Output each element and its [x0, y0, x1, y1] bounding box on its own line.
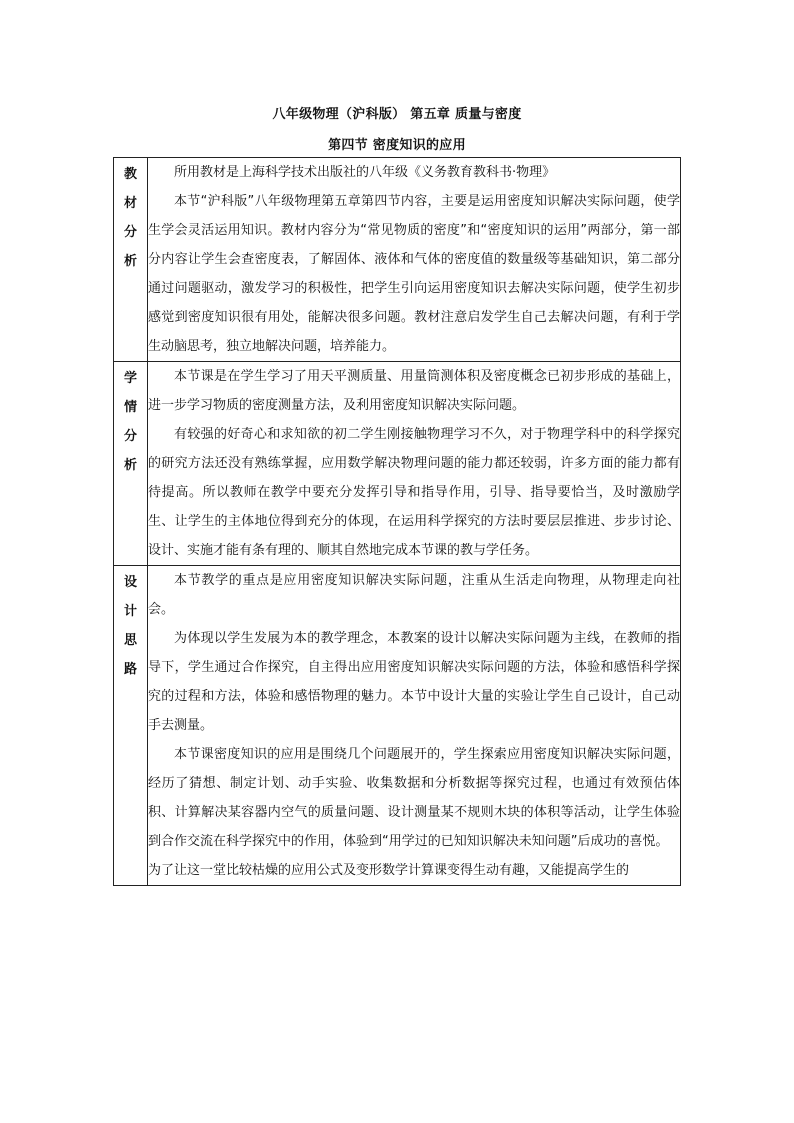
heading-char: 情 [123, 400, 137, 415]
paragraph: 本节教学的重点是应用密度知识解决实际问题，注重从生活走向物理，从物理走向社会。 [148, 573, 680, 617]
heading-char: 分 [123, 429, 137, 444]
lesson-plan-table [113, 157, 681, 886]
paragraph: 本节课是在学生学习了用天平测质量、用量筒测体积及密度概念已初步形成的基础上，进一步学习物质的密度测量方法，及利用密度知识解决实际问题。 [148, 369, 680, 413]
paragraph: 所用教材是上海科学技术出版社的八年级《义务教育教科书·物理》 [174, 165, 556, 180]
heading-char: 教 [123, 167, 137, 182]
heading-char: 析 [123, 458, 137, 473]
paragraph: 为了让这一堂比较枯燥的应用公式及变形数学计算课变得生动有趣，又能提高学生的 [148, 863, 630, 878]
heading-char: 路 [123, 662, 137, 677]
section-row-student-analysis [114, 362, 681, 566]
document-title: 八年级物理（沪科版） 第五章 质量与密度 [272, 107, 522, 122]
section-body-student-analysis [148, 362, 681, 566]
heading-char: 计 [123, 604, 137, 619]
section-body-design-approach [148, 566, 681, 886]
heading-char: 析 [123, 254, 137, 269]
paragraph: 本节“沪科版”八年级物理第五章第四节内容，主要是运用密度知识解决实际问题，使学生学会灵活运用知识。教材内容分为“常见物质的密度”和“密度知识的运用”两部分，第一部分内容让学生会查密度表，了解固体、液体和气体的密度值的数量级等基础知识，第二部分通过问题驱动，激发学习的积极性，把学生引向运用密度知识去解决实际问题，使学生初步感觉到密度知识很有用处，能解决很多问题。教材注意启发学生自己去解决问题，有利于学生动脑思考，独立地解决问题，培养能力。 [148, 194, 680, 354]
heading-char: 思 [123, 633, 137, 648]
heading-char: 学 [123, 371, 137, 386]
document-subtitle: 第四节 密度知识的应用 [328, 138, 466, 153]
section-row-textbook-analysis [114, 158, 681, 362]
section-heading-textbook-analysis [114, 158, 148, 362]
paragraph: 有较强的好奇心和求知欲的初二学生刚接触物理学习不久，对于物理学科中的科学探究的研究方法还没有熟练掌握，应用数学解决物理问题的能力都还较弱，许多方面的能力都有待提高。所以教师在教学中要充分发挥引导和指导作用，引导、指导要恰当，及时激励学生、让学生的主体地位得到充分的体现，在运用科学探究的方法时要层层推进、步步讨论、设计、实施才能有条有理的、顺其自然地完成本节课的教与学任务。 [148, 427, 680, 558]
heading-char: 分 [123, 225, 137, 240]
heading-char: 材 [123, 196, 137, 211]
paragraph: 为体现以学生发展为本的教学理念，本教案的设计以解决实际问题为主线，在教师的指导下，学生通过合作探究，自主得出应用密度知识解决实际问题的方法，体验和感悟科学探究的过程和方法，体验和感悟物理的魅力。本节中设计大量的实验让学生自己设计，自己动手去测量。 [148, 631, 680, 733]
section-heading-student-analysis [114, 362, 148, 566]
heading-char: 设 [123, 575, 137, 590]
section-row-design-approach [114, 566, 681, 886]
paragraph: 本节课密度知识的应用是围绕几个问题展开的，学生探索应用密度知识解决实际问题，经历了猜想、制定计划、动手实验、收集数据和分析数据等探究过程，也通过有效预估体积、计算解决某容器内空气的质量问题、设计测量某不规则木块的体积等活动，让学生体验到合作交流在科学探究中的作用，体验到“用学过的已知知识解决未知问题”后成功的喜悦。 [148, 747, 680, 849]
section-body-textbook-analysis [148, 158, 681, 362]
section-heading-design-approach [114, 566, 148, 886]
